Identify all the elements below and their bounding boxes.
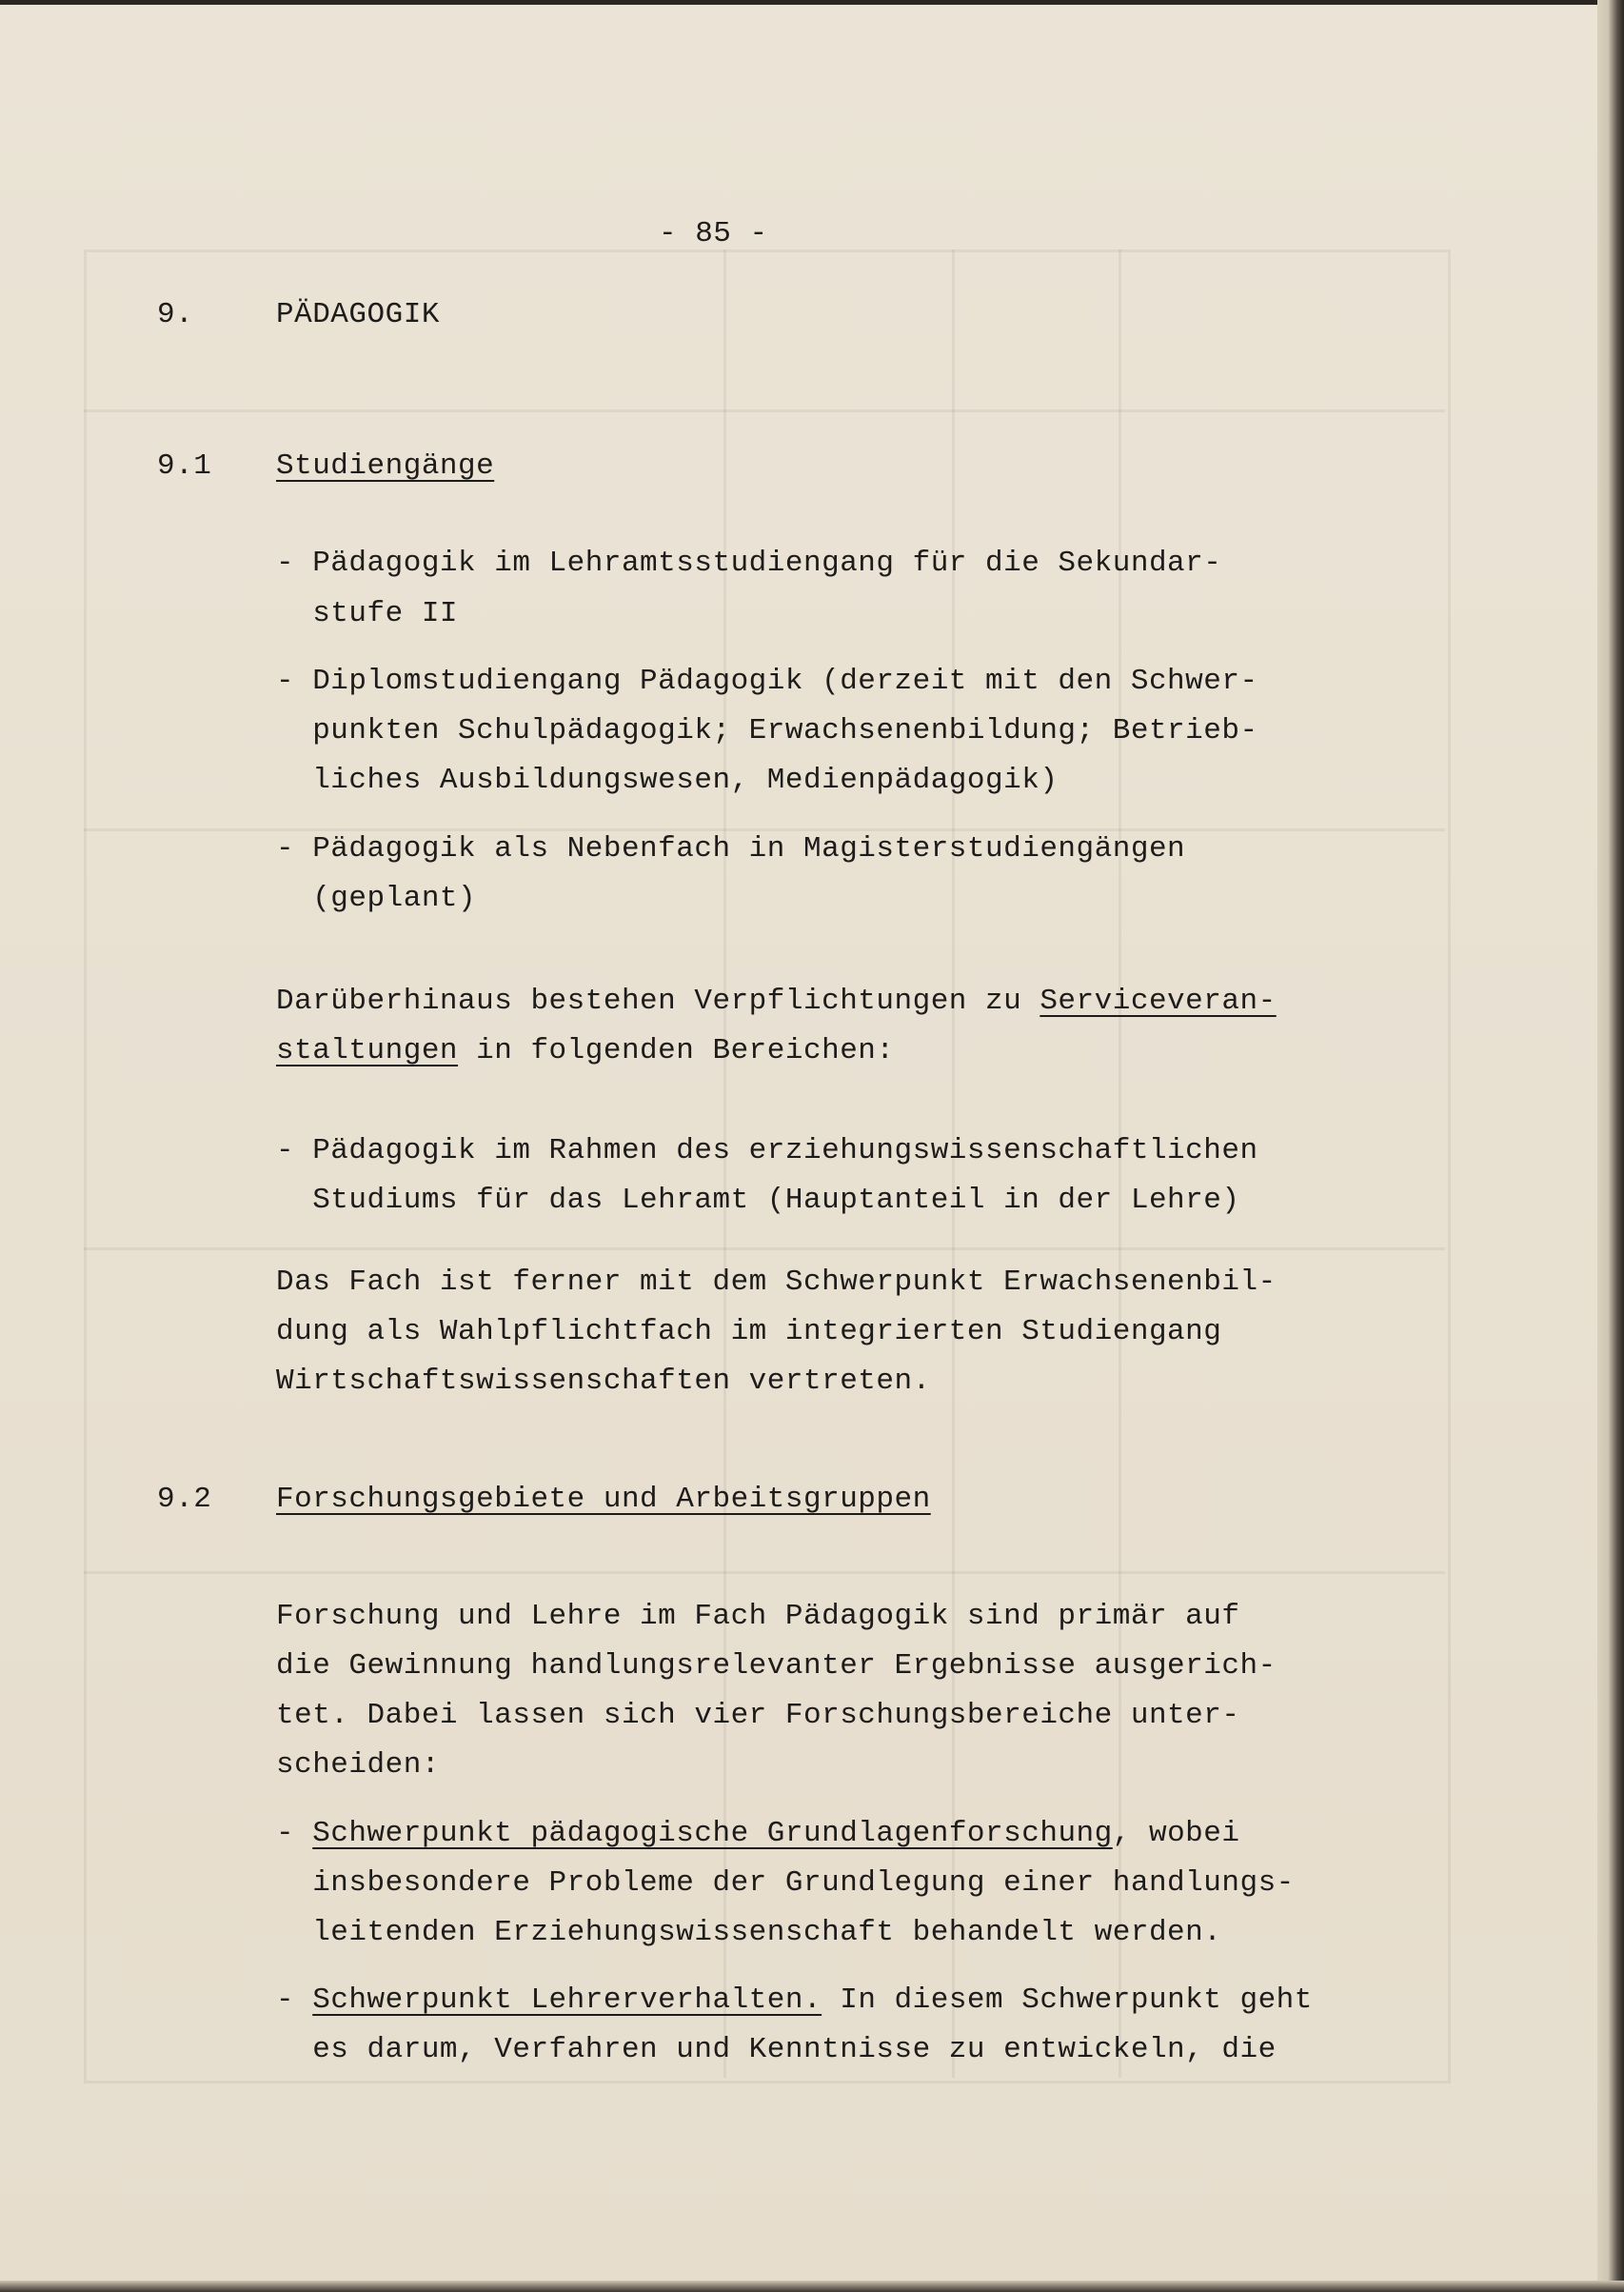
- list-item-line: stufe II: [276, 597, 459, 630]
- subsection-title: Studiengänge: [276, 449, 495, 483]
- focus-text: In diesem Schwerpunkt geht: [822, 1983, 1313, 2017]
- list-dash: -: [276, 1983, 313, 2017]
- focus-item-line: leitenden Erziehungswissenschaft behandelt werden.: [276, 1916, 1222, 1949]
- list-item-line: - Diplomstudiengang Pädagogik (derzeit mit den Schwer-: [276, 665, 1258, 698]
- page-bottom-edge: [0, 2281, 1624, 2292]
- paragraph-line: tet. Dabei lassen sich vier Forschungsbereiche unter-: [276, 1699, 1240, 1732]
- list-item-line: liches Ausbildungswesen, Medienpädagogik): [276, 764, 1059, 797]
- show-through-line: [84, 409, 1445, 412]
- focus-item-line: es darum, Verfahren und Kenntnisse zu entwickeln, die: [276, 2033, 1277, 2066]
- paragraph-line: scheiden:: [276, 1748, 440, 1782]
- page-right-edge: [1597, 0, 1624, 2292]
- list-item-line: (geplant): [276, 882, 477, 915]
- list-item-line: - Pädagogik im Rahmen des erziehungswissenschaftlichen: [276, 1134, 1258, 1167]
- focus-title: Schwerpunkt pädagogische Grundlagenforschung: [312, 1817, 1113, 1850]
- service-intro-text: Darüberhinaus bestehen Verpflichtungen zu: [276, 985, 1040, 1018]
- list-item-line: - Pädagogik im Lehramtsstudiengang für die Sekundar-: [276, 547, 1222, 580]
- subsection-title: Forschungsgebiete und Arbeitsgruppen: [276, 1483, 931, 1516]
- section-title: PÄDAGOGIK: [276, 298, 440, 331]
- list-item-line: punkten Schulpädagogik; Erwachsenenbildung; Betrieb-: [276, 714, 1258, 747]
- show-through-line: [84, 1247, 1445, 1250]
- focus-item-line: [276, 1819, 1240, 1848]
- show-through-line: [84, 828, 1445, 831]
- paragraph-line: dung als Wahlpflichtfach im integrierten Studiengang: [276, 1315, 1222, 1348]
- paragraph-line: Das Fach ist ferner mit dem Schwerpunkt Erwachsenenbil-: [276, 1266, 1277, 1299]
- list-item-line: - Pädagogik als Nebenfach in Magisterstudiengängen: [276, 832, 1186, 866]
- service-intro-line: [276, 1036, 895, 1066]
- focus-text: , wobei: [1112, 1817, 1240, 1850]
- page-number: - 85 -: [659, 217, 768, 250]
- list-dash: -: [276, 1817, 313, 1850]
- focus-item-line: insbesondere Probleme der Grundlegung einer handlungs-: [276, 1866, 1295, 1900]
- paragraph-line: Wirtschaftswissenschaften vertreten.: [276, 1365, 931, 1398]
- show-through-line: [84, 1571, 1445, 1574]
- service-term-underlined: staltungen: [276, 1034, 459, 1067]
- service-term-underlined: Serviceveran-: [1040, 985, 1277, 1018]
- subsection-number: 9.1: [157, 449, 212, 483]
- section-number: 9.: [157, 298, 194, 331]
- subsection-number: 9.2: [157, 1483, 212, 1516]
- paragraph-line: Forschung und Lehre im Fach Pädagogik sind primär auf: [276, 1600, 1240, 1633]
- service-intro-text: in folgenden Bereichen:: [458, 1034, 895, 1067]
- page-top-edge: [0, 0, 1624, 5]
- paragraph-line: die Gewinnung handlungsrelevanter Ergebnisse ausgerich-: [276, 1649, 1277, 1683]
- focus-title: Schwerpunkt Lehrerverhalten.: [312, 1983, 822, 2017]
- list-item-line: Studiums für das Lehramt (Hauptanteil in der Lehre): [276, 1184, 1240, 1217]
- focus-item-line: [276, 1985, 1313, 2015]
- service-intro-line: [276, 987, 1277, 1016]
